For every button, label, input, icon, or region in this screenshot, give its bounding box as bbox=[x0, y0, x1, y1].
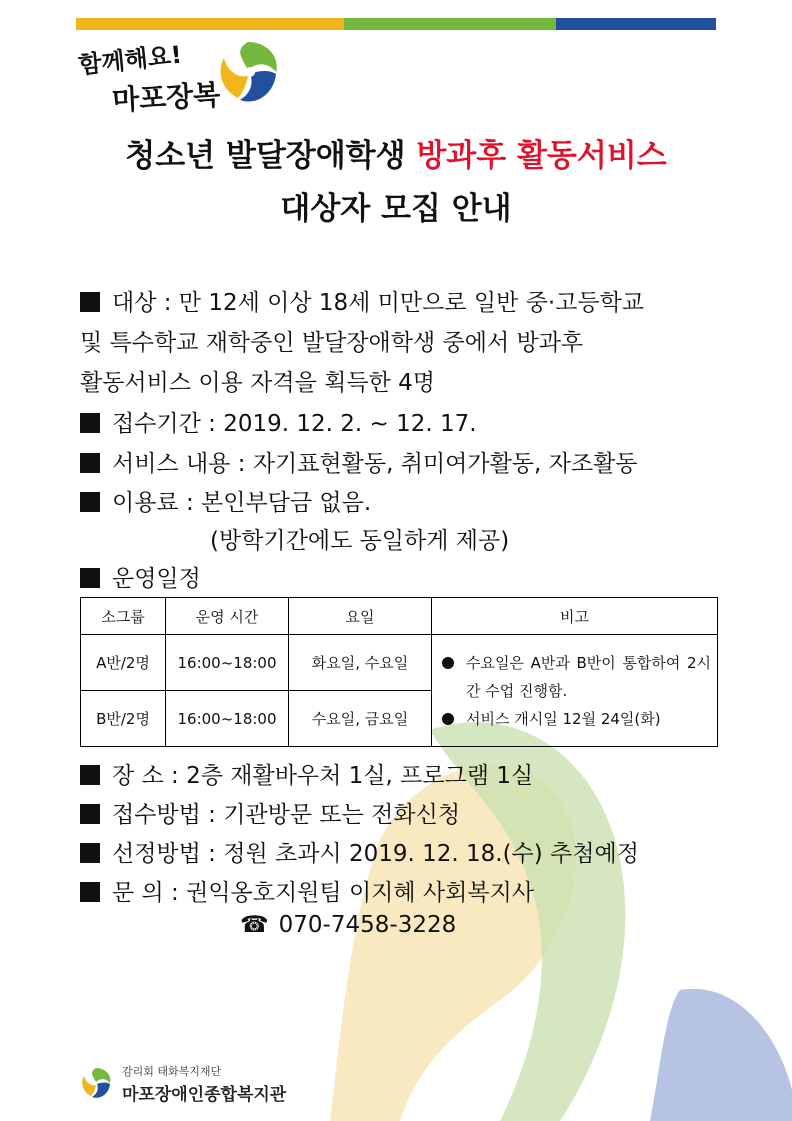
table-cell: B반/2명 bbox=[81, 691, 166, 747]
table-cell: 16:00~18:00 bbox=[166, 691, 289, 747]
square-bullet-icon bbox=[80, 882, 100, 902]
square-bullet-icon bbox=[80, 804, 100, 824]
contact-line: 문 의 : 권익옹호지원팀 이지혜 사회복지사 bbox=[80, 874, 534, 907]
square-bullet-icon bbox=[80, 453, 100, 473]
table-header: 비고 bbox=[432, 598, 718, 635]
target-line-1: 대상 : 만 12세 이상 18세 미만으로 일반 중·고등학교 bbox=[80, 283, 720, 323]
footer-foundation: 감리회 태화복지재단 bbox=[122, 1065, 222, 1078]
logo bbox=[70, 36, 290, 116]
phone-line: ☎ 070-7458-3228 bbox=[240, 912, 457, 938]
square-bullet-icon bbox=[80, 568, 100, 588]
place-line: 장 소 : 2층 재활바우처 1실, 프로그램 1실 bbox=[80, 757, 533, 790]
fee-line: 이용료 : 본인부담금 없음. bbox=[80, 484, 371, 517]
square-bullet-icon bbox=[80, 413, 100, 433]
fee-note: (방학기간에도 동일하게 제공) bbox=[210, 528, 510, 554]
target-line-2: 및 특수학교 재학중인 발달장애학생 중에서 방과후 bbox=[80, 330, 584, 356]
table-cell: 수요일, 금요일 bbox=[289, 691, 432, 747]
phone-icon: ☎ bbox=[240, 912, 269, 938]
square-bullet-icon bbox=[80, 292, 100, 312]
table-header-row bbox=[81, 598, 718, 635]
table-cell: 화요일, 수요일 bbox=[289, 635, 432, 691]
table-notes-cell bbox=[432, 635, 718, 747]
top-color-bar bbox=[76, 18, 716, 30]
title-line-1 bbox=[0, 130, 792, 175]
table-header: 소그룹 bbox=[81, 598, 166, 635]
footer-org-name: 마포장애인종합복지관 bbox=[122, 1085, 287, 1105]
apply-method-line: 접수방법 : 기관방문 또는 전화신청 bbox=[80, 796, 460, 829]
square-bullet-icon bbox=[80, 843, 100, 863]
table-cell: 16:00~18:00 bbox=[166, 635, 289, 691]
title-black: 청소년 발달장애학생 bbox=[125, 138, 417, 174]
schedule-title: 운영일정 bbox=[80, 560, 201, 593]
title-red: 방과후 활동서비스 bbox=[416, 138, 667, 174]
target-section bbox=[80, 283, 720, 403]
table-header: 운영 시간 bbox=[166, 598, 289, 635]
bullet-dot-icon bbox=[442, 713, 454, 725]
schedule-table bbox=[80, 597, 718, 747]
list-item: 서비스 개시일 12월 24일(화) bbox=[438, 705, 711, 733]
table-row bbox=[81, 635, 718, 691]
title-line-2: 대상자 모집 안내 bbox=[280, 191, 512, 227]
square-bullet-icon bbox=[80, 492, 100, 512]
selection-line: 선정방법 : 정원 초과시 2019. 12. 18.(수) 추첨예정 bbox=[80, 835, 639, 868]
bullet-dot-icon bbox=[442, 657, 454, 669]
foundation-logo-icon bbox=[78, 1065, 114, 1101]
target-line-3: 활동서비스 이용 자격을 획득한 4명 bbox=[80, 370, 435, 396]
period-line: 접수기간 : 2019. 12. 2. ~ 12. 17. bbox=[80, 405, 477, 438]
logo-mark-icon bbox=[212, 36, 284, 108]
logo-text-2: 마포장복 bbox=[111, 78, 222, 117]
square-bullet-icon bbox=[80, 765, 100, 785]
table-cell: A반/2명 bbox=[81, 635, 166, 691]
list-item: 수요일은 A반과 B반이 통합하여 2시간 수업 진행함. bbox=[438, 649, 711, 705]
logo-text-1: 함께해요! bbox=[77, 40, 184, 80]
table-header: 요일 bbox=[289, 598, 432, 635]
service-line: 서비스 내용 : 자기표현활동, 취미여가활동, 자조활동 bbox=[80, 445, 638, 478]
